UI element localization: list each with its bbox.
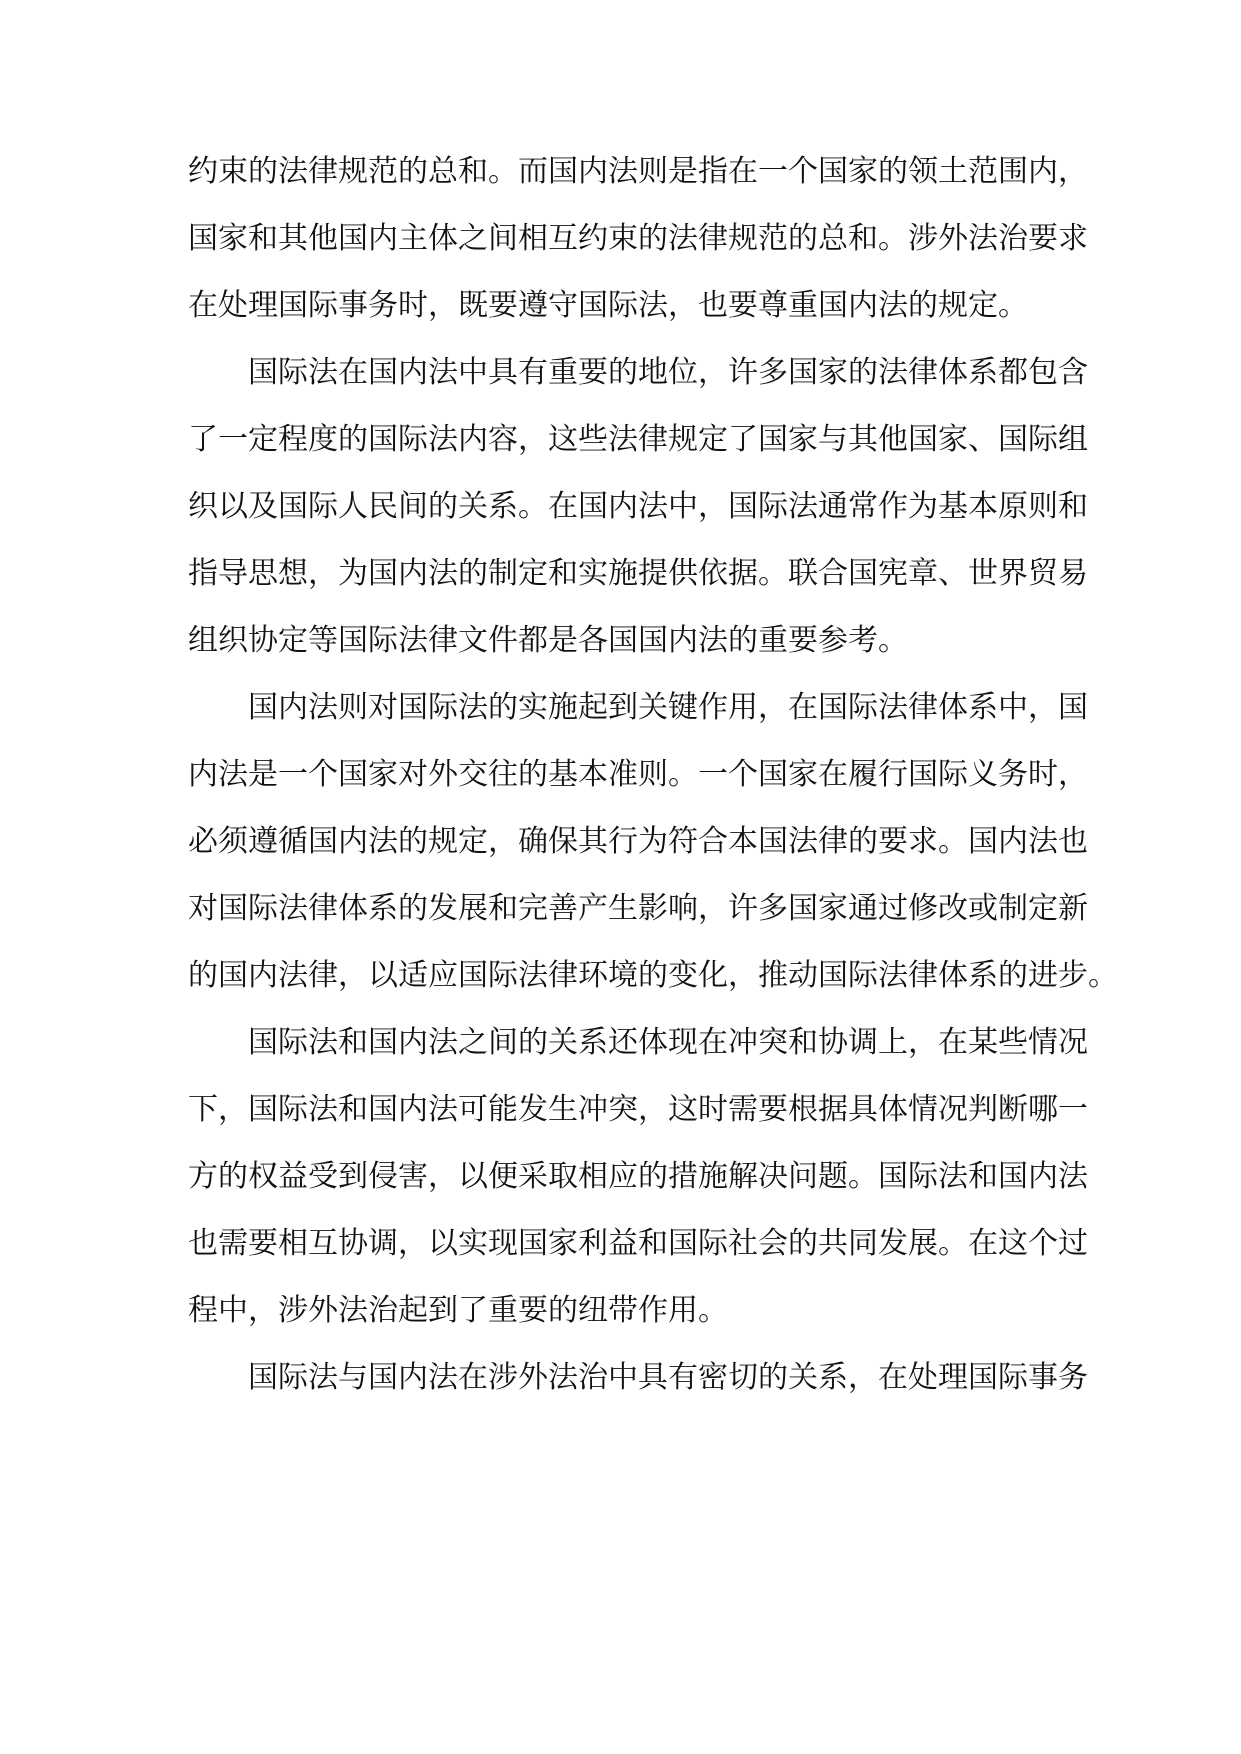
paragraph-first-line: 国际法与国内法在涉外法治中具有密切的关系，在处理国际事务: [248, 1360, 1088, 1395]
paragraph-first-line: 国内法则对国际法的实施起到关键作用，在国际法律体系中，国: [248, 690, 1088, 725]
paragraph-first-line: 国际法和国内法之间的关系还体现在冲突和协调上，在某些情况: [248, 1025, 1088, 1060]
text-line: 程中，涉外法治起到了重要的纽带作用。: [188, 1293, 728, 1328]
text-line: 约束的法律规范的总和。而国内法则是指在一个国家的领土范围内，: [188, 154, 1088, 189]
text-line: 指导思想，为国内法的制定和实施提供依据。联合国宪章、世界贸易: [188, 556, 1088, 591]
body-text: [188, 138, 1118, 1411]
text-line: 内法是一个国家对外交往的基本准则。一个国家在履行国际义务时，: [188, 757, 1088, 792]
text-line: 也需要相互协调，以实现国家利益和国际社会的共同发展。在这个过: [188, 1226, 1088, 1261]
text-line: 了一定程度的国际法内容，这些法律规定了国家与其他国家、国际组: [188, 422, 1088, 457]
paragraph-first-line: 国际法在国内法中具有重要的地位，许多国家的法律体系都包含: [248, 355, 1088, 390]
text-line: 下，国际法和国内法可能发生冲突，这时需要根据具体情况判断哪一: [188, 1092, 1088, 1127]
text-line: 组织协定等国际法律文件都是各国国内法的重要参考。: [188, 623, 908, 658]
text-line: 必须遵循国内法的规定，确保其行为符合本国法律的要求。国内法也: [188, 824, 1088, 859]
text-line: 织以及国际人民间的关系。在国内法中，国际法通常作为基本原则和: [188, 489, 1088, 524]
text-line: 的国内法律，以适应国际法律环境的变化，推动国际法律体系的进步。: [188, 958, 1118, 993]
text-line: 国家和其他国内主体之间相互约束的法律规范的总和。涉外法治要求: [188, 221, 1088, 256]
text-line: 在处理国际事务时，既要遵守国际法，也要尊重国内法的规定。: [188, 288, 1028, 323]
text-line: 对国际法律体系的发展和完善产生影响，许多国家通过修改或制定新: [188, 891, 1088, 926]
text-line: 方的权益受到侵害，以便采取相应的措施解决问题。国际法和国内法: [188, 1159, 1088, 1194]
